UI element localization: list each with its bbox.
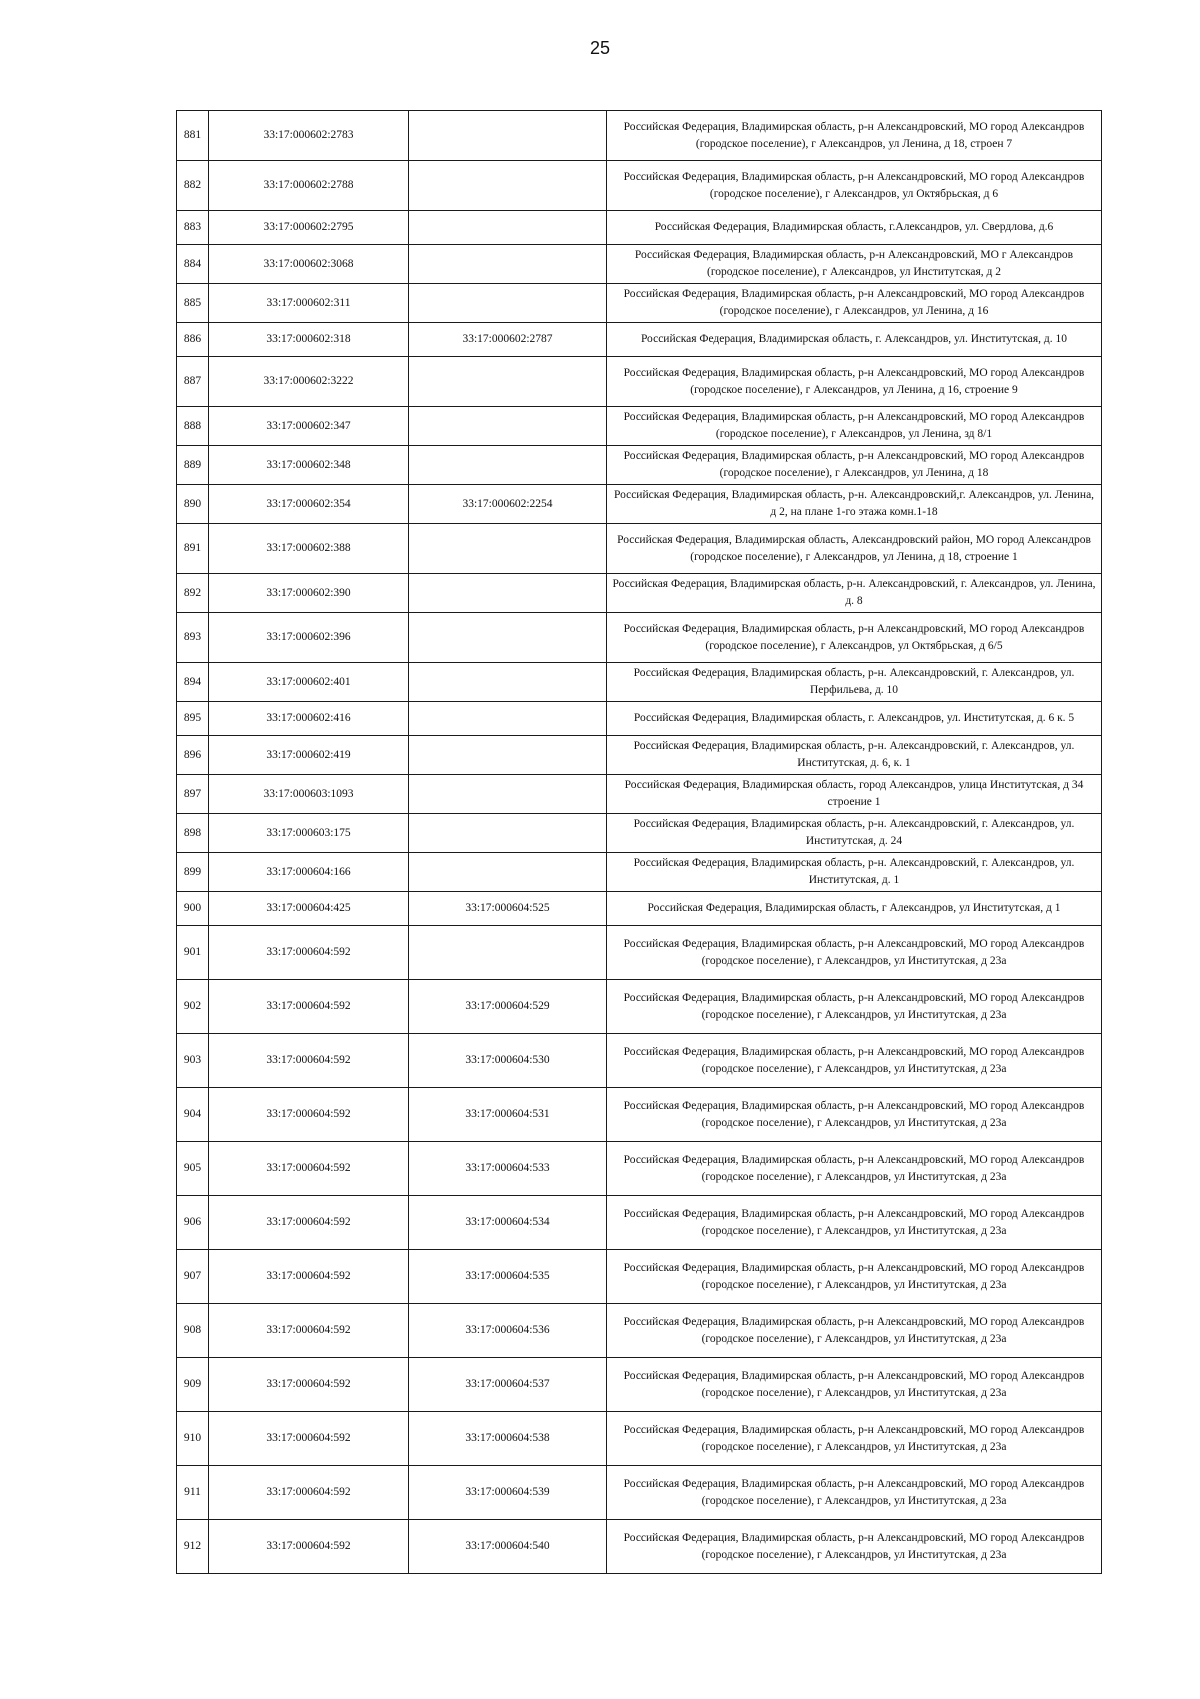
row-number-cell: 881 <box>177 111 209 161</box>
cadastral-number-cell: 33:17:000604:592 <box>209 1088 409 1142</box>
address-cell: Российская Федерация, Владимирская область, р-н Александровский, МО город Александров (городское поселение), г Александров, ул Институтская, д 23а <box>607 1466 1102 1520</box>
page-number: 25 <box>589 38 611 58</box>
row-number-cell: 894 <box>177 663 209 702</box>
cadastral-number-cell: 33:17:000604:592 <box>209 1250 409 1304</box>
linked-cadastral-cell: 33:17:000602:2787 <box>409 323 607 357</box>
table-row <box>177 524 1102 574</box>
registry-body <box>177 111 1102 1574</box>
address-cell: Российская Федерация, Владимирская область, р-н. Александровский, г. Александров, ул. Ленина, д. 8 <box>607 574 1102 613</box>
address-cell: Российская Федерация, Владимирская область, р-н Александровский, МО город Александров (городское поселение), г Александров, ул Ленина, д 16, строение 9 <box>607 357 1102 407</box>
linked-cadastral-cell: 33:17:000604:539 <box>409 1466 607 1520</box>
row-number-cell: 907 <box>177 1250 209 1304</box>
linked-cadastral-cell <box>409 284 607 323</box>
row-number-cell: 901 <box>177 926 209 980</box>
cadastral-number-cell: 33:17:000604:592 <box>209 1520 409 1574</box>
table-row <box>177 357 1102 407</box>
cadastral-number-cell: 33:17:000602:388 <box>209 524 409 574</box>
cadastral-number-cell: 33:17:000604:166 <box>209 853 409 892</box>
address-cell: Российская Федерация, Владимирская область, р-н Александровский, МО город Александров (городское поселение), г Александров, ул Ленина, д 16 <box>607 284 1102 323</box>
row-number-cell: 906 <box>177 1196 209 1250</box>
address-cell: Российская Федерация, Владимирская область, р-н. Александровский, г. Александров, ул. Перфильева, д. 10 <box>607 663 1102 702</box>
linked-cadastral-cell <box>409 702 607 736</box>
linked-cadastral-cell: 33:17:000604:537 <box>409 1358 607 1412</box>
linked-cadastral-cell: 33:17:000604:534 <box>409 1196 607 1250</box>
cadastral-number-cell: 33:17:000602:318 <box>209 323 409 357</box>
row-number-cell: 910 <box>177 1412 209 1466</box>
table-row <box>177 245 1102 284</box>
linked-cadastral-cell: 33:17:000604:525 <box>409 892 607 926</box>
address-cell: Российская Федерация, Владимирская область, р-н Александровский, МО город Александров (городское поселение), г Александров, ул Институтская, д 23а <box>607 1142 1102 1196</box>
address-cell: Российская Федерация, Владимирская область, р-н Александровский, МО город Александров (городское поселение), г Александров, ул Институтская, д 23а <box>607 1250 1102 1304</box>
table-row <box>177 1466 1102 1520</box>
table-row <box>177 323 1102 357</box>
cadastral-number-cell: 33:17:000602:3068 <box>209 245 409 284</box>
cadastral-number-cell: 33:17:000602:311 <box>209 284 409 323</box>
row-number-cell: 891 <box>177 524 209 574</box>
cadastral-number-cell: 33:17:000602:354 <box>209 485 409 524</box>
table-row <box>177 853 1102 892</box>
row-number-cell: 903 <box>177 1034 209 1088</box>
linked-cadastral-cell <box>409 814 607 853</box>
table-row <box>177 775 1102 814</box>
linked-cadastral-cell <box>409 446 607 485</box>
address-cell: Российская Федерация, Владимирская область, р-н Александровский, МО город Александров (городское поселение), г Александров, ул Институтская, д 23а <box>607 1034 1102 1088</box>
address-cell: Российская Федерация, Владимирская область, г.Александров, ул. Свердлова, д.6 <box>607 211 1102 245</box>
address-cell: Российская Федерация, Владимирская область, г. Александров, ул. Институтская, д. 6 к. 5 <box>607 702 1102 736</box>
address-cell: Российская Федерация, Владимирская область, р-н Александровский, МО город Александров (городское поселение), г Александров, ул Институтская, д 23а <box>607 1088 1102 1142</box>
address-cell: Российская Федерация, Владимирская область, г. Александров, ул. Институтская, д. 10 <box>607 323 1102 357</box>
row-number-cell: 896 <box>177 736 209 775</box>
table-row <box>177 1358 1102 1412</box>
address-cell: Российская Федерация, Владимирская область, р-н Александровский, МО город Александров (городское поселение), г Александров, ул Институтская, д 23а <box>607 1412 1102 1466</box>
table-row <box>177 446 1102 485</box>
table-row <box>177 1196 1102 1250</box>
cadastral-number-cell: 33:17:000603:175 <box>209 814 409 853</box>
address-cell: Российская Федерация, Владимирская область, р-н Александровский, МО город Александров (городское поселение), г Александров, ул Институтская, д 23а <box>607 1196 1102 1250</box>
table-row <box>177 574 1102 613</box>
address-cell: Российская Федерация, Владимирская область, р-н Александровский, МО город Александров (городское поселение), г Александров, ул Институтская, д 23а <box>607 1520 1102 1574</box>
table-row <box>177 1034 1102 1088</box>
row-number-cell: 900 <box>177 892 209 926</box>
linked-cadastral-cell <box>409 663 607 702</box>
row-number-cell: 912 <box>177 1520 209 1574</box>
address-cell: Российская Федерация, Владимирская область, Александровский район, МО город Александров (городское поселение), г Александров, ул Ленина, д 18, строение 1 <box>607 524 1102 574</box>
cadastral-number-cell: 33:17:000602:347 <box>209 407 409 446</box>
linked-cadastral-cell <box>409 407 607 446</box>
address-cell: Российская Федерация, Владимирская область, р-н Александровский, МО город Александров (городское поселение), г Александров, ул Ленина, д 18, строен 7 <box>607 111 1102 161</box>
linked-cadastral-cell: 33:17:000604:529 <box>409 980 607 1034</box>
cadastral-number-cell: 33:17:000604:592 <box>209 1304 409 1358</box>
cadastral-number-cell: 33:17:000604:592 <box>209 1034 409 1088</box>
linked-cadastral-cell <box>409 574 607 613</box>
cadastral-number-cell: 33:17:000604:592 <box>209 980 409 1034</box>
table-row <box>177 892 1102 926</box>
registry-table <box>176 110 1102 1574</box>
linked-cadastral-cell <box>409 357 607 407</box>
linked-cadastral-cell: 33:17:000604:536 <box>409 1304 607 1358</box>
table-row <box>177 211 1102 245</box>
table-row <box>177 1412 1102 1466</box>
table-row <box>177 161 1102 211</box>
linked-cadastral-cell <box>409 524 607 574</box>
address-cell: Российская Федерация, Владимирская область, р-н Александровский, МО г Александров (городское поселение), г Александров, ул Институтская, д 2 <box>607 245 1102 284</box>
cadastral-number-cell: 33:17:000602:396 <box>209 613 409 663</box>
linked-cadastral-cell <box>409 211 607 245</box>
address-cell: Российская Федерация, Владимирская область, р-н Александровский, МО город Александров (городское поселение), г Александров, ул Октябрьская, д 6 <box>607 161 1102 211</box>
cadastral-number-cell: 33:17:000604:592 <box>209 1142 409 1196</box>
address-cell: Российская Федерация, Владимирская область, р-н Александровский, МО город Александров (городское поселение), г Александров, ул Институтская, д 23а <box>607 980 1102 1034</box>
row-number-cell: 908 <box>177 1304 209 1358</box>
row-number-cell: 892 <box>177 574 209 613</box>
table-row <box>177 980 1102 1034</box>
cadastral-number-cell: 33:17:000602:2783 <box>209 111 409 161</box>
cadastral-number-cell: 33:17:000602:348 <box>209 446 409 485</box>
row-number-cell: 889 <box>177 446 209 485</box>
table-row <box>177 814 1102 853</box>
row-number-cell: 899 <box>177 853 209 892</box>
row-number-cell: 905 <box>177 1142 209 1196</box>
linked-cadastral-cell <box>409 926 607 980</box>
address-cell: Российская Федерация, Владимирская область, р-н Александровский, МО город Александров (городское поселение), г Александров, ул Институтская, д 23а <box>607 1304 1102 1358</box>
row-number-cell: 890 <box>177 485 209 524</box>
linked-cadastral-cell <box>409 736 607 775</box>
cadastral-number-cell: 33:17:000602:401 <box>209 663 409 702</box>
table-row <box>177 663 1102 702</box>
address-cell: Российская Федерация, Владимирская область, р-н Александровский, МО город Александров (городское поселение), г Александров, ул Институтская, д 23а <box>607 926 1102 980</box>
address-cell: Российская Федерация, Владимирская область, р-н Александровский, МО город Александров (городское поселение), г Александров, ул Институтская, д 23а <box>607 1358 1102 1412</box>
address-cell: Российская Федерация, Владимирская область, р-н. Александровский, г. Александров, ул. Институтская, д. 6, к. 1 <box>607 736 1102 775</box>
cadastral-number-cell: 33:17:000602:390 <box>209 574 409 613</box>
linked-cadastral-cell: 33:17:000604:535 <box>409 1250 607 1304</box>
address-cell: Российская Федерация, Владимирская область, р-н. Александровский, г. Александров, ул. Институтская, д. 24 <box>607 814 1102 853</box>
address-cell: Российская Федерация, Владимирская область, р-н. Александровский, г. Александров, ул. Институтская, д. 1 <box>607 853 1102 892</box>
table-row <box>177 284 1102 323</box>
cadastral-number-cell: 33:17:000602:3222 <box>209 357 409 407</box>
row-number-cell: 911 <box>177 1466 209 1520</box>
table-row <box>177 613 1102 663</box>
table-row <box>177 736 1102 775</box>
table-row <box>177 485 1102 524</box>
table-row <box>177 1250 1102 1304</box>
row-number-cell: 904 <box>177 1088 209 1142</box>
linked-cadastral-cell <box>409 161 607 211</box>
row-number-cell: 887 <box>177 357 209 407</box>
cadastral-number-cell: 33:17:000602:419 <box>209 736 409 775</box>
address-cell: Российская Федерация, Владимирская область, г Александров, ул Институтская, д 1 <box>607 892 1102 926</box>
table-row <box>177 926 1102 980</box>
row-number-cell: 897 <box>177 775 209 814</box>
cadastral-number-cell: 33:17:000604:592 <box>209 1412 409 1466</box>
linked-cadastral-cell: 33:17:000602:2254 <box>409 485 607 524</box>
address-cell: Российская Федерация, Владимирская область, р-н Александровский, МО город Александров (городское поселение), г Александров, ул Ленина, д 18 <box>607 446 1102 485</box>
linked-cadastral-cell <box>409 245 607 284</box>
cadastral-number-cell: 33:17:000604:425 <box>209 892 409 926</box>
linked-cadastral-cell <box>409 775 607 814</box>
table-row <box>177 1304 1102 1358</box>
row-number-cell: 886 <box>177 323 209 357</box>
linked-cadastral-cell: 33:17:000604:540 <box>409 1520 607 1574</box>
row-number-cell: 895 <box>177 702 209 736</box>
address-cell: Российская Федерация, Владимирская область, р-н Александровский, МО город Александров (городское поселение), г Александров, ул Октябрьская, д 6/5 <box>607 613 1102 663</box>
row-number-cell: 898 <box>177 814 209 853</box>
table-row <box>177 1520 1102 1574</box>
linked-cadastral-cell <box>409 111 607 161</box>
linked-cadastral-cell <box>409 853 607 892</box>
table-row <box>177 1088 1102 1142</box>
row-number-cell: 884 <box>177 245 209 284</box>
linked-cadastral-cell <box>409 613 607 663</box>
row-number-cell: 885 <box>177 284 209 323</box>
address-cell: Российская Федерация, Владимирская область, р-н. Александровский,г. Александров, ул. Ленина, д 2, на плане 1-го этажа комн.1-18 <box>607 485 1102 524</box>
table-row <box>177 702 1102 736</box>
cadastral-number-cell: 33:17:000604:592 <box>209 1358 409 1412</box>
row-number-cell: 902 <box>177 980 209 1034</box>
table-row <box>177 407 1102 446</box>
linked-cadastral-cell: 33:17:000604:533 <box>409 1142 607 1196</box>
cadastral-number-cell: 33:17:000603:1093 <box>209 775 409 814</box>
linked-cadastral-cell: 33:17:000604:530 <box>409 1034 607 1088</box>
cadastral-number-cell: 33:17:000604:592 <box>209 1466 409 1520</box>
cadastral-number-cell: 33:17:000602:2788 <box>209 161 409 211</box>
cadastral-number-cell: 33:17:000604:592 <box>209 1196 409 1250</box>
address-cell: Российская Федерация, Владимирская область, р-н Александровский, МО город Александров (городское поселение), г Александров, ул Ленина, зд 8/1 <box>607 407 1102 446</box>
cadastral-number-cell: 33:17:000602:416 <box>209 702 409 736</box>
table-row <box>177 1142 1102 1196</box>
cadastral-number-cell: 33:17:000602:2795 <box>209 211 409 245</box>
cadastral-number-cell: 33:17:000604:592 <box>209 926 409 980</box>
linked-cadastral-cell: 33:17:000604:531 <box>409 1088 607 1142</box>
row-number-cell: 882 <box>177 161 209 211</box>
row-number-cell: 909 <box>177 1358 209 1412</box>
row-number-cell: 888 <box>177 407 209 446</box>
linked-cadastral-cell: 33:17:000604:538 <box>409 1412 607 1466</box>
row-number-cell: 883 <box>177 211 209 245</box>
address-cell: Российская Федерация, Владимирская область, город Александров, улица Институтская, д 34 строение 1 <box>607 775 1102 814</box>
row-number-cell: 893 <box>177 613 209 663</box>
table-row <box>177 111 1102 161</box>
